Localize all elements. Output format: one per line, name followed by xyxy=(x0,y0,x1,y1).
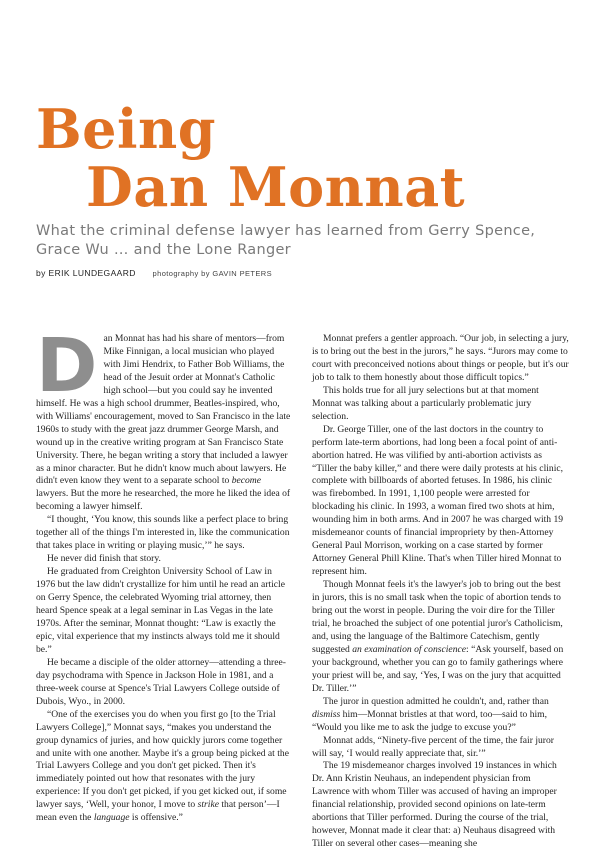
paragraph: This holds true for all jury selections but at that moment Monnat was talking about a particularly problematic jury selection. xyxy=(312,384,539,422)
paragraph: He became a disciple of the older attorney—attending a three-day psychodrama with Spence in Jackson Hole in 1981, and a three-week course at Spence's Trial Lawyers College outside of Dubois, Wyo., in 2000. xyxy=(36,656,286,707)
photo-credit: photography by GAVIN PETERS xyxy=(152,269,273,278)
paragraph: The juror in question admitted he couldn't, and, rather than dismiss him—Monnat bristles at that word, too—said to him, “Would you like me to ask the judge to excuse you?” xyxy=(312,695,549,733)
title-line-2: Dan Monnat xyxy=(86,155,466,219)
paragraph: He never did finish that story. xyxy=(47,553,161,565)
paragraph: Though Monnat feels it's the lawyer's job to bring out the best in jurors, this is no small task when the topic of abortion tends to bring out the worst in people. During the voir dire for the Tiller trial, he broached the subject of one potential juror's Catholicism, and, using the language of the Baltimore Catechism, gently suggested an examination of conscience: “Ask yourself, based on your background, whether you can go to family gatherings where your priest will be, and say, ‘Yes, I was on the jury that acquitted Dr. Tiller.’” xyxy=(312,579,564,694)
right-column xyxy=(312,333,569,851)
paragraph: The 19 misdemeanor charges involved 19 instances in which Dr. Ann Kristin Neuhaus, an independent physician from Lawrence with whom Tiller was accused of having an improper financial relationship, provided second opinions on late-term abortions that Tiller performed. During the course of the trial, however, Monnat made it clear that: a) Neuhaus disagreed with Tiller on several other cases—meaning she xyxy=(312,760,557,850)
paragraph: He graduated from Creighton University School of Law in 1976 but the law didn't crystallize for him until he read an article on Gerry Spence, the celebrated Wyoming trial attorney, then heard Spence speak at a legal seminar in Las Vegas in the late 1970s. After the seminar, Monnat thought: “Law is exactly the epic, vital experience that my instincts always told me it should be.” xyxy=(36,566,285,655)
paragraph: Monnat adds, “Ninety-five percent of the time, the fair juror will say, ‘I would really appreciate that, sir.’” xyxy=(312,734,554,759)
paragraph: “One of the exercises you do when you first go [to the Trial Lawyers College],” Monnat says, “makes you understand the group dynamics of juries, and how quickly jurors come together and unite with one another. Maybe it's a group being picked at the Trial Lawyers College and you don't get picked. Then it's immediately pointed out how that resonates with the jury experience: If you don't get picked, if you get kicked out, if some lawyer says, ‘Well, your honor, I move to strike that person’—I mean even the language is offensive.” xyxy=(36,708,289,824)
paragraph: Monnat prefers a gentler approach. “Our job, in selecting a jury, is to bring out the best in the jurors,” he says. “Jurors may come to court with preconceived notions about things or people, but it's our job to talk to them honestly about those difficult topics.” xyxy=(312,333,569,383)
byline xyxy=(36,268,272,278)
author-credit: by ERIK LUNDEGAARD xyxy=(36,268,136,278)
paragraph: “I thought, ‘You know, this sounds like a perfect place to bring together all of the things I'm interested in, like the communication that takes place in writing or playing music,’” he says. xyxy=(36,514,290,552)
drop-cap: D xyxy=(36,323,98,409)
title-line-1: Being xyxy=(36,97,217,161)
paragraph: Dr. George Tiller, one of the last doctors in the country to perform late-term abortions, had long been a focal point of anti-abortion hatred. He was vilified by anti-abortion activists as “Tiller the baby killer,” and there were daily protests at his clinic, complete with billboards of aborted fetuses. In 1986, his clinic was firebombed. In 1991, 1,100 people were arrested for blockading his clinic. In 1993, a woman fired two shots at him, wounding him in both arms. And in 2007 he was charged with 19 misdemeanor counts of financial impropriety by then-Attorney General Paul Morrison, working on a case started by former Attorney General Phill Kline. That's when Tiller hired Monnat to represent him. xyxy=(312,423,564,578)
left-column xyxy=(36,323,293,825)
paragraph: Dan Monnat has had his share of mentors—from Mike Finnigan, a local musician who played with Jimi Hendrix, to Father Bob Williams, the head of the Jesuit order at Monnat's Catholic high school—but you could say he invented himself. He was a high school drummer, Beatles-inspired, who, with Williams' encouragement, moved to San Francisco in the late 1960s to study with the great jazz drummer George Marsh, and wound up in the creative writing program at San Francisco State University. There, he began writing a story that included a lawyer as a minor character. But he didn't know much about lawyers. He didn't even know they went to a separate school to become lawyers. But the more he researched, the more he liked the idea of becoming a lawyer himself. xyxy=(36,323,291,513)
article-title xyxy=(36,97,466,219)
article-subtitle: What the criminal defense lawyer has learned from Gerry Spence, Grace Wu … and the Lone Ranger xyxy=(36,223,536,258)
